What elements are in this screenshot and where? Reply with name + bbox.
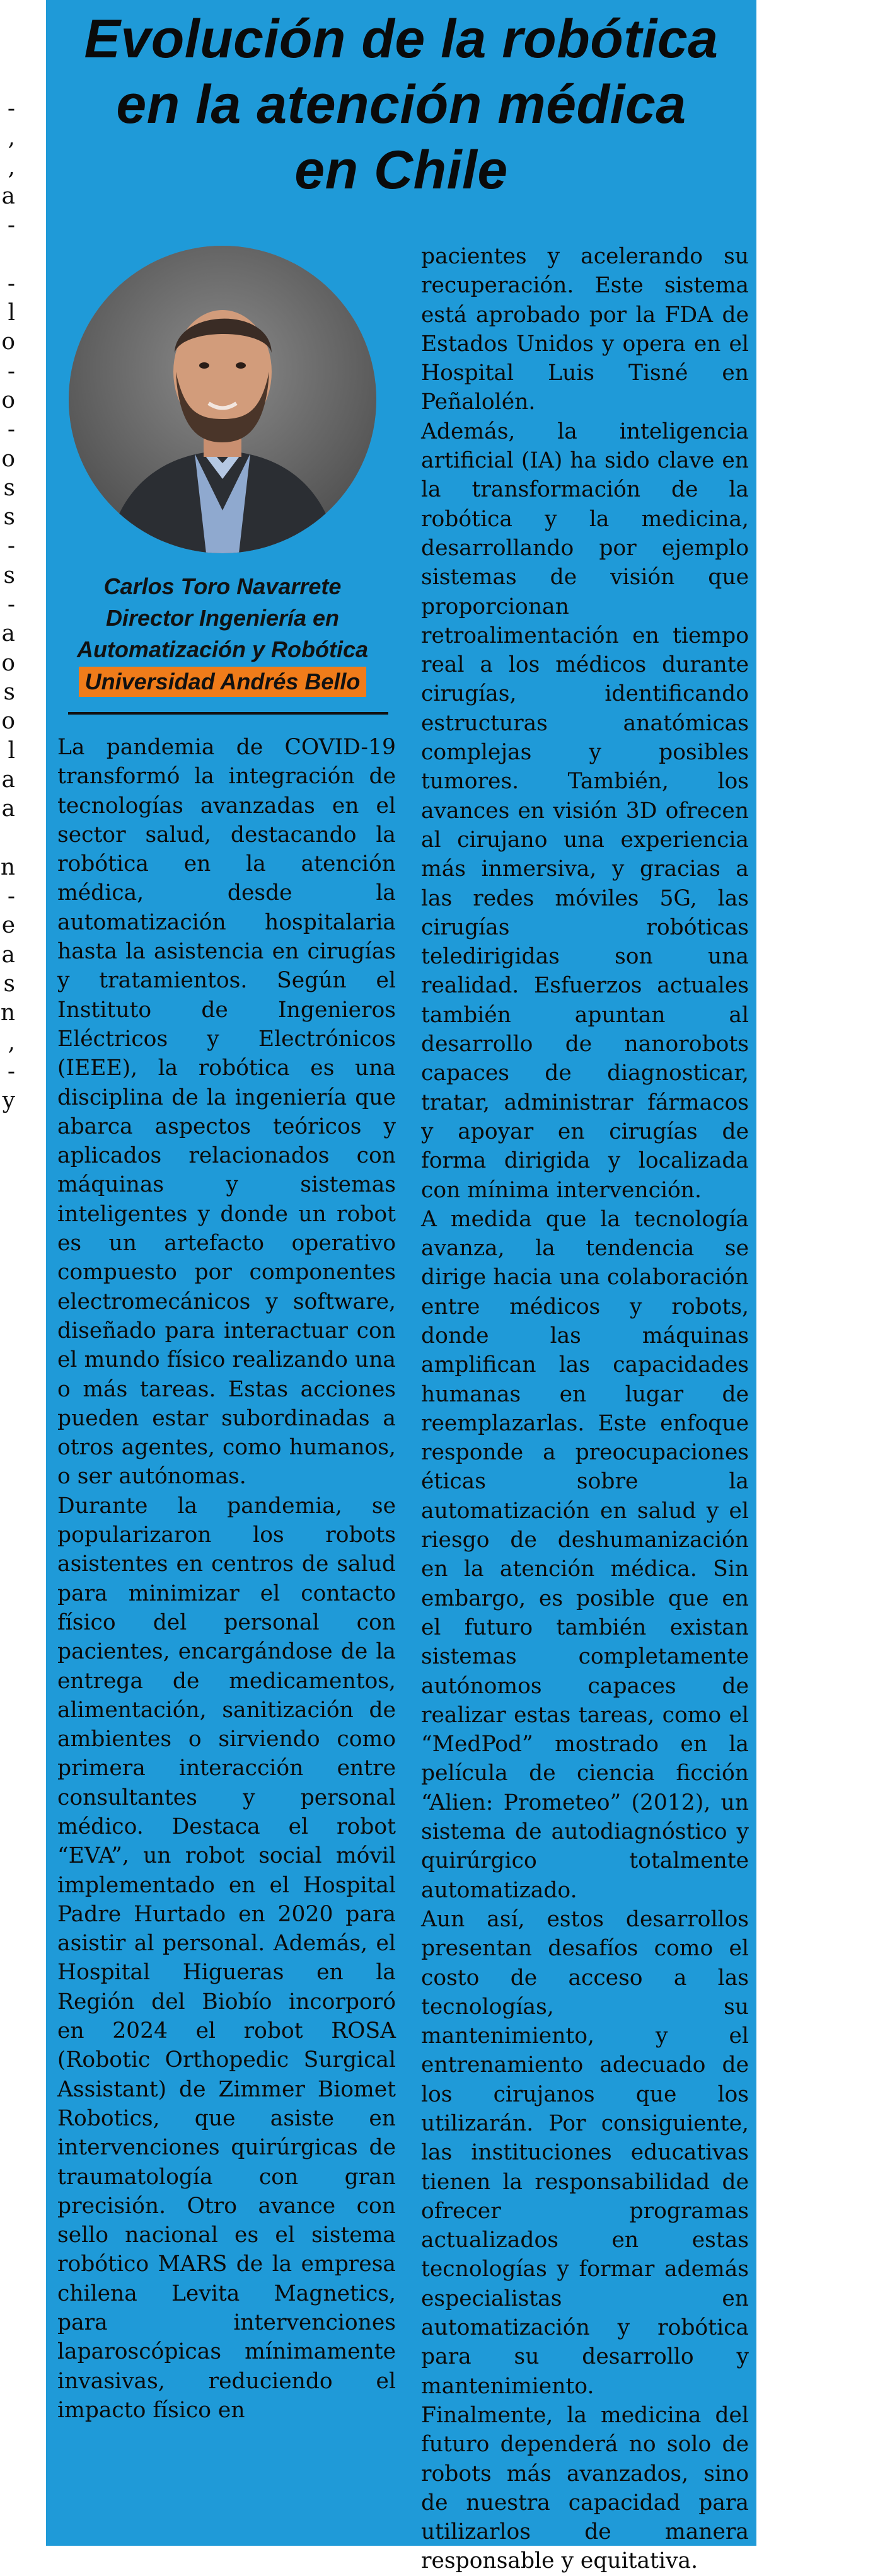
- article: [46, 0, 756, 2574]
- fragment-char: ,: [8, 1029, 15, 1055]
- fragment-char: -: [7, 1058, 15, 1084]
- author-portrait: [69, 246, 376, 553]
- fragment-char: s: [3, 504, 15, 531]
- fragment-char: a: [1, 941, 15, 968]
- fragment-char: -: [7, 592, 15, 618]
- fragment-char: a: [1, 183, 15, 209]
- paragraph: pacientes y acelerando su recuperación. Este sistema está aprobado por la FDA de Estados Unidos y opera en el Hospital Luis Tisné en Peñalolén.: [421, 244, 749, 415]
- author-name: Carlos Toro Navarrete: [103, 573, 342, 599]
- author-divider: [68, 712, 388, 715]
- paragraph: Además, la inteligencia artificial (IA) ha sido clave en la transformación de la robótica y la medicina, desarrollando por ejemplo sistemas de visión que proporcionan retroalimentación en tiempo real a los médicos durante cirugías, identificando estructuras anatómicas complejas y posibles tumores. También, los avances en visión 3D ofrecen al cirujano una experiencia más inmersiva, y gracias a las redes móviles 5G, las cirugías robóticas teledirigidas son una realidad. Esfuerzos actuales también apuntan al desarrollo de nanorobots capaces de diagnosticar, tratar, administrar fármacos y apoyar en cirugías de forma dirigida y localizada con mínima intervención.: [421, 418, 749, 1203]
- fragment-char: o: [1, 708, 15, 735]
- fragment-char: [0, 824, 19, 853]
- author-university: Universidad Andrés Bello: [79, 667, 367, 697]
- fragment-char: s: [3, 970, 15, 997]
- fragment-char: n: [0, 854, 15, 880]
- fragment-char: o: [1, 446, 15, 472]
- author-credit: [59, 571, 386, 698]
- title-line: en Chile: [294, 140, 508, 200]
- fragment-char: s: [3, 679, 15, 705]
- paragraph: La pandemia de COVID-19 transformó la integración de tecnologías avanzadas en el sector salud, destacando la robótica en la atención médica, desde la automatización hospitalaria hasta la asistencia en cirugías y tratamientos. Según el Instituto de Ingenieros Eléctricos y Electrónicos (IEEE), la robótica es una disciplina de la ingeniería que abarca aspectos teóricos y aplicados relacionados con máquinas y sistemas inteligentes y donde un robot es un artefacto operativo compuesto por componentes electromecánicos y software, diseñado para interactuar con el mundo físico realizando una o más tareas. Estas acciones pueden estar subordinadas a otros agentes, como humanos, o ser autónomas.: [57, 735, 396, 1490]
- paragraph: Aun así, estos desarrollos presentan desafíos como el costo de acceso a las tecnologías, su mantenimiento, y el entrenamiento adecuado de los cirujanos que los utilizarán. Por consiguiente, las instituciones educativas tienen la responsabilidad de ofrecer programas actualizados en estas tecnologías y formar además especialistas en automatización y robótica para su desarrollo y mantenimiento.: [421, 1906, 749, 2399]
- fragment-char: n: [0, 1000, 15, 1026]
- author-role: Automatización y Robótica: [76, 636, 369, 662]
- fragment-char: s: [3, 562, 15, 589]
- fragment-char: l: [8, 737, 15, 764]
- paragraph: Durante la pandemia, se popularizaron los robots asistentes en centros de salud para minimizar el contacto físico del personal con pacientes, encargándose de la entrega de medicamentos, alimentación, sanitización de ambientes o sirviendo como primera interacción entre consultantes y personal médico. Destaca el robot “EVA”, un robot social móvil implementado en el Hospital Padre Hurtado en 2020 para asistir al personal. Además, el Hospital Higueras en la Región del Biobío incorporó en 2024 el robot ROSA (Robotic Orthopedic Surgical Assistant) de Zimmer Biomet Robotics, que asiste en intervenciones quirúrgicas de traumatología con gran precisión. Otro avance con sello nacional es el sistema robótico MARS de la empresa chilena Levita Magnetics, para intervenciones laparoscópicas mínimamente invasivas, reduciendo el impacto físico en: [57, 1493, 396, 2423]
- fragment-char: e: [1, 912, 15, 939]
- fragment-char: o: [1, 329, 15, 355]
- fragment-char: s: [3, 474, 15, 501]
- fragment-char: -: [7, 417, 15, 443]
- fragment-char: o: [1, 387, 15, 413]
- fragment-char: y: [2, 1088, 15, 1114]
- article-title: [46, 6, 756, 203]
- fragment-char: l: [8, 300, 15, 326]
- fragment-char: -: [7, 96, 15, 122]
- fragment-char: [0, 240, 19, 269]
- fragment-char: -: [7, 212, 15, 239]
- fragment-char: o: [1, 650, 15, 676]
- fragment-char: a: [1, 621, 15, 647]
- title-line: en la atención médica: [116, 74, 686, 135]
- author-role: Director Ingeniería en: [105, 605, 340, 631]
- fragment-char: -: [7, 533, 15, 560]
- fragment-char: ,: [8, 154, 15, 180]
- fragment-char: -: [7, 270, 15, 297]
- fragment-char: ,: [8, 125, 15, 151]
- title-line: Evolución de la robótica: [84, 9, 719, 69]
- paragraph: A medida que la tecnología avanza, la tendencia se dirige hacia una colaboración entre médicos y robots, donde las máquinas amplifican las capacidades humanas en lugar de reemplazarlas. Este enfoque responde a preocupaciones éticas sobre la automatización en salud y el riesgo de deshumanización en la atención médica. Sin embargo, es posible que en el futuro también existan sistemas completamente autónomos capaces de realizar estas tareas, como el “MedPod” mostrado en la película de ciencia ficción “Alien: Prometeo” (2012), un sistema de autodiagnóstico y quirúrgico totalmente automatizado.: [421, 1206, 749, 1903]
- adjacent-column-fragments: [0, 95, 19, 1115]
- fragment-char: a: [1, 796, 15, 822]
- right-column: [421, 242, 749, 2576]
- fragment-char: a: [1, 766, 15, 793]
- fragment-char: -: [7, 358, 15, 384]
- paragraph: Finalmente, la medicina del futuro dependerá no solo de robots más avanzados, sino de nuestra capacidad para utilizarlos de manera responsable y equitativa.: [421, 2402, 749, 2574]
- left-column: [57, 733, 396, 2425]
- fragment-char: -: [7, 883, 15, 910]
